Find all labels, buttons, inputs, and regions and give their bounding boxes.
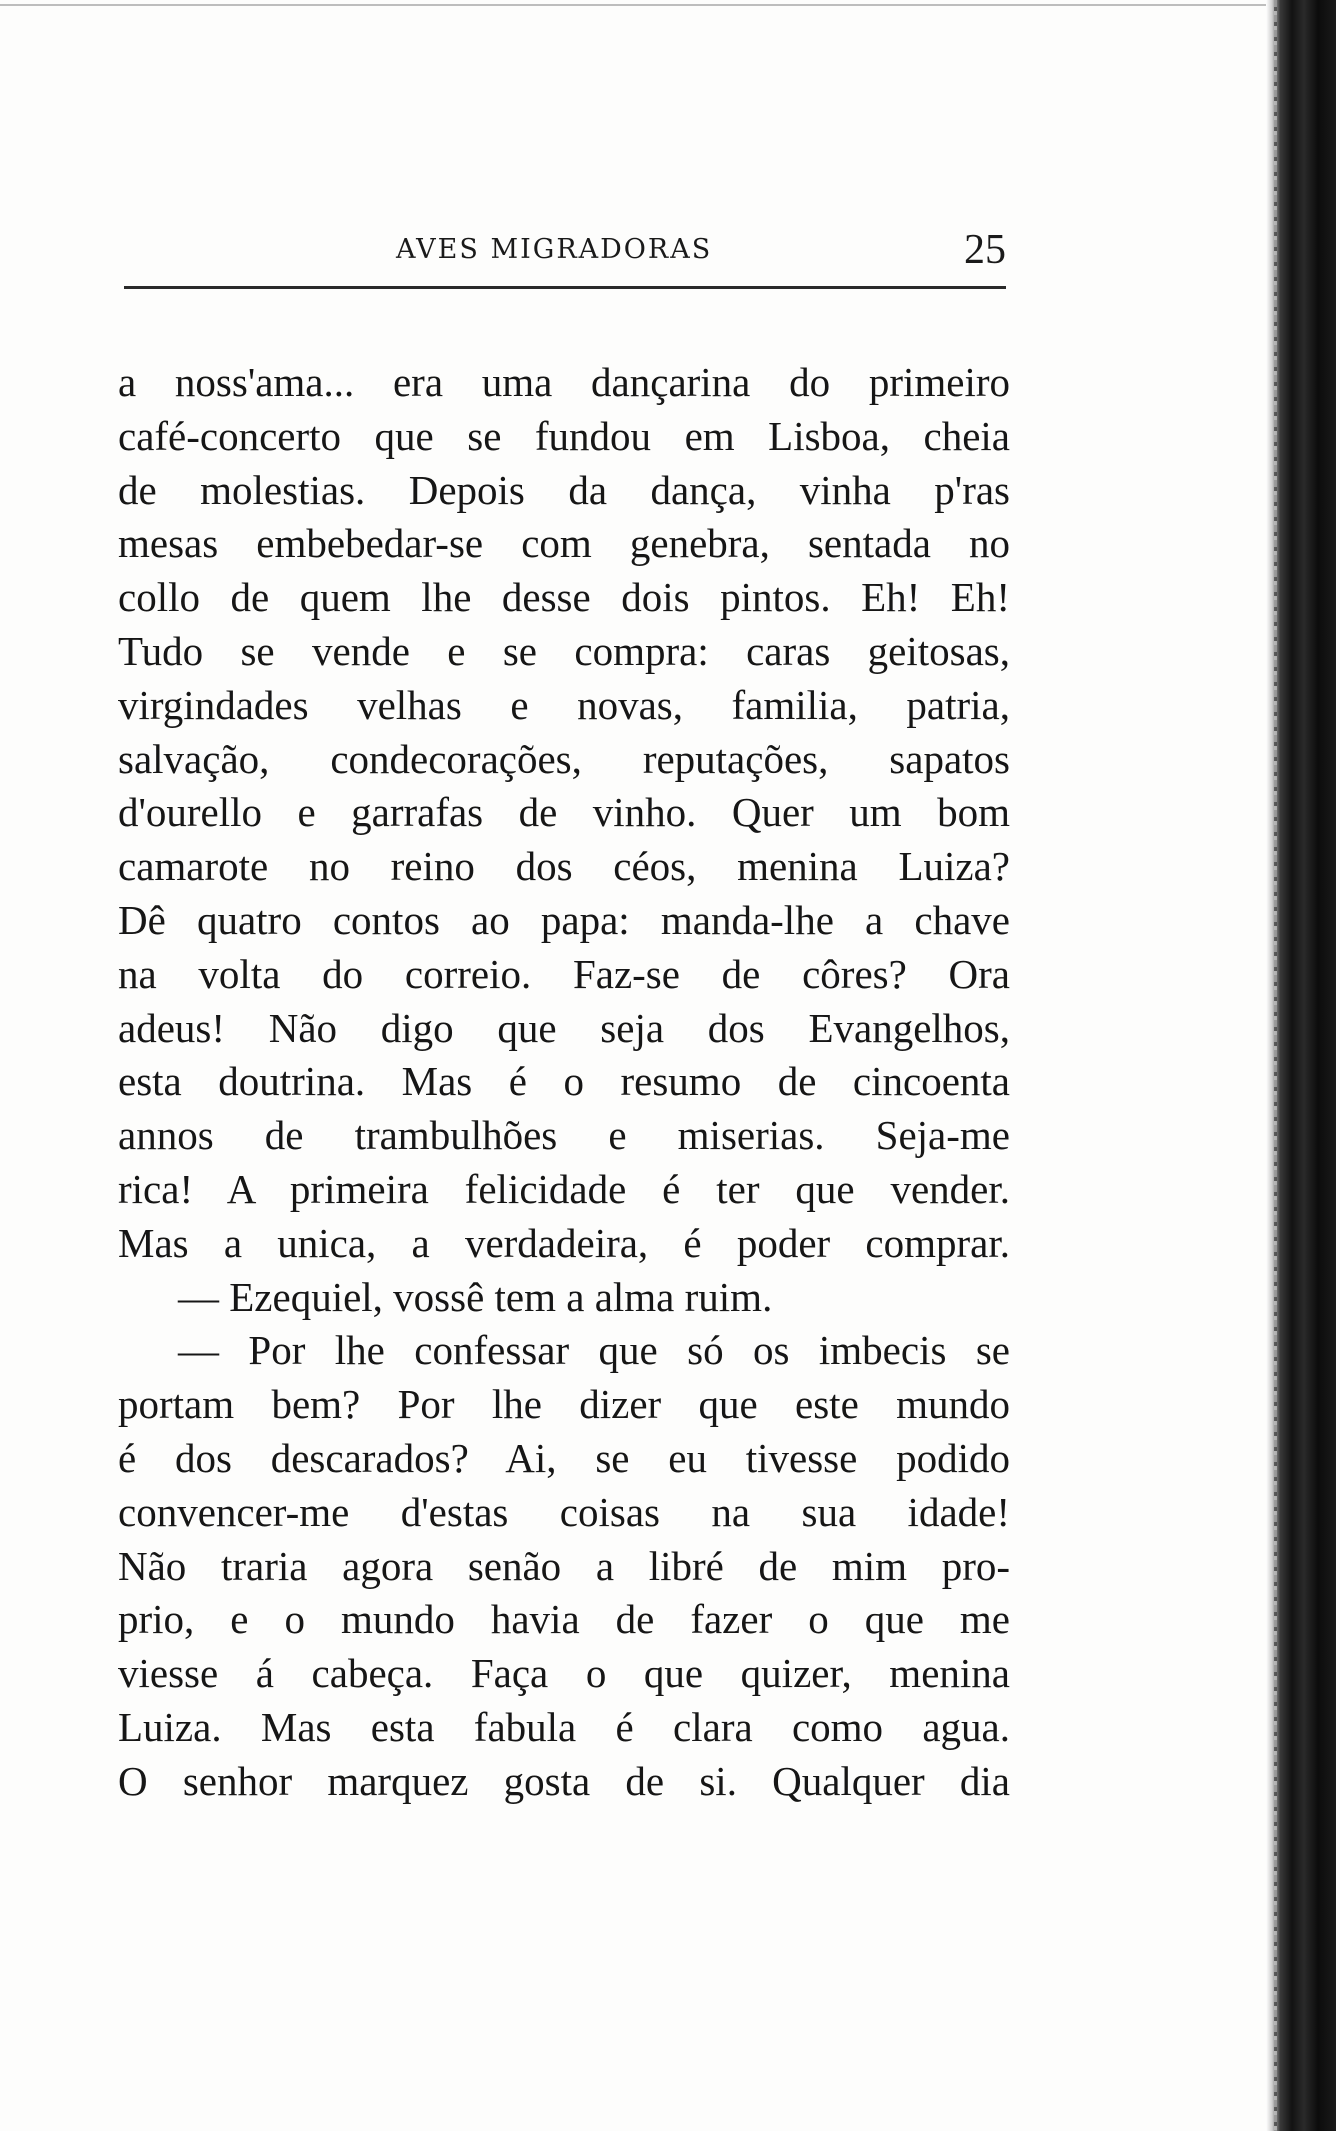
- text-line: portam bem? Por lhe dizer que este mundo: [118, 1381, 1010, 1428]
- text-line: Não traria agora senão a libré de mim pro-: [118, 1542, 1010, 1589]
- body-text: [118, 356, 1010, 1809]
- text-line: de molestias. Depois da dança, vinha p'ras: [118, 466, 1010, 513]
- text-line: adeus! Não digo que seja dos Evangelhos,: [118, 1004, 1010, 1051]
- book-binding-edge: [1266, 0, 1336, 2131]
- text-line: collo de quem lhe desse dois pintos. Eh! Eh!: [118, 574, 1010, 621]
- text-line: Dê quatro contos ao papa: manda-lhe a chave: [118, 896, 1010, 943]
- running-title: AVES MIGRADORAS: [396, 234, 713, 265]
- text-line: esta doutrina. Mas é o resumo de cincoenta: [118, 1058, 1010, 1105]
- text-line: mesas embebedar-se com genebra, sentada no: [118, 520, 1010, 567]
- header-rule: [124, 286, 1006, 289]
- text-line: Luiza. Mas esta fabula é clara como agua.: [118, 1703, 1010, 1750]
- text-line: O senhor marquez gosta de si. Qualquer dia: [118, 1757, 1010, 1804]
- text-line: camarote no reino dos céos, menina Luiza?: [118, 843, 1010, 890]
- text-line: na volta do correio. Faz-se de côres? Ora: [118, 950, 1010, 997]
- running-head: [124, 226, 1006, 286]
- dialogue-line: — Ezequiel, vossê tem a alma ruim.: [178, 1273, 773, 1320]
- text-line: Mas a unica, a verdadeira, é poder comprar.: [118, 1219, 1010, 1266]
- page-number: 25: [964, 227, 1006, 273]
- text-line: viesse á cabeça. Faça o que quizer, menina: [118, 1650, 1010, 1697]
- text-line: rica! A primeira felicidade é ter que vender.: [118, 1165, 1010, 1212]
- text-line: annos de trambulhões e miserias. Seja-me: [118, 1112, 1010, 1159]
- text-line: d'ourello e garrafas de vinho. Quer um bom: [118, 789, 1010, 836]
- dialogue-line: — Por lhe confessar que só os imbecis se: [178, 1327, 1010, 1374]
- text-line: é dos descarados? Ai, se eu tivesse podido: [118, 1434, 1010, 1481]
- text-line: Tudo se vende e se compra: caras geitosas,: [118, 627, 1010, 674]
- text-line: prio, e o mundo havia de fazer o que me: [118, 1596, 1010, 1643]
- text-line: salvação, condecorações, reputações, sapatos: [118, 735, 1010, 782]
- text-line: convencer-me d'estas coisas na sua idade!: [118, 1488, 1010, 1535]
- text-line: virgindades velhas e novas, familia, patria,: [118, 681, 1010, 728]
- text-line: a noss'ama... era uma dançarina do primeiro: [118, 359, 1010, 405]
- page-top-edge: [0, 4, 1270, 6]
- text-line: café-concerto que se fundou em Lisboa, cheia: [118, 412, 1010, 459]
